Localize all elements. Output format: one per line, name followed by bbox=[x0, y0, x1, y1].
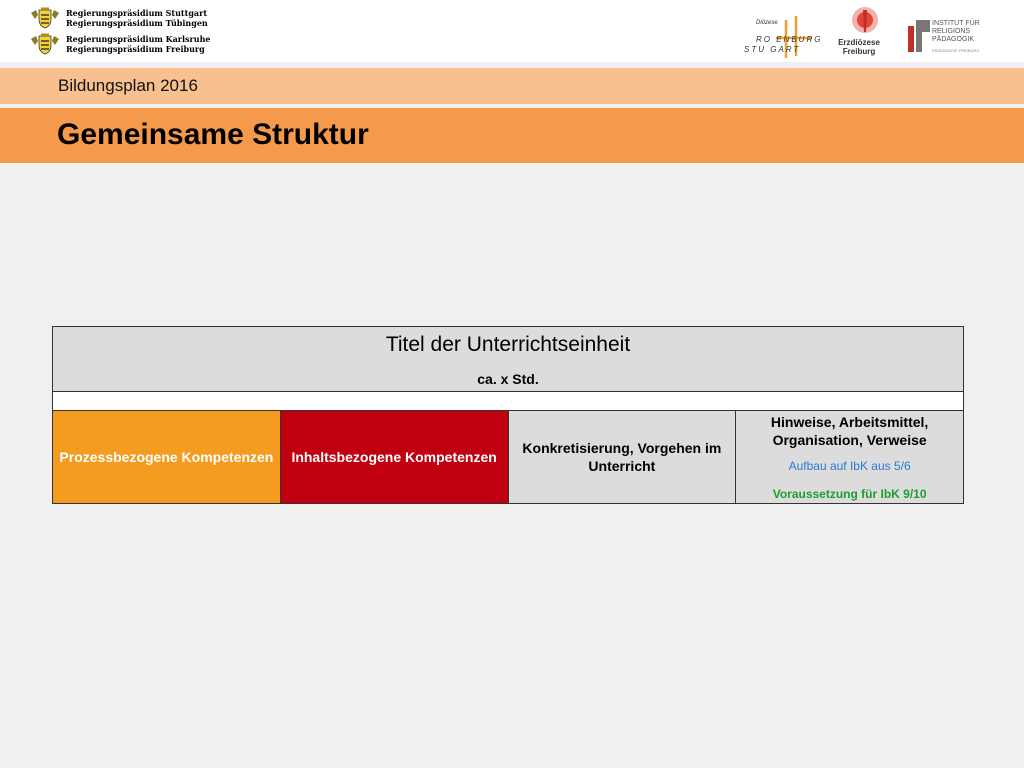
drs-logo-line1: RO ENBURG bbox=[756, 35, 823, 44]
rp-row-stuttgart-tuebingen bbox=[28, 6, 210, 30]
table-spacer-cell bbox=[53, 392, 964, 411]
freiburg-logo-text: Erzdiözese Freiburg bbox=[838, 38, 880, 56]
drs-logo-small-text: Diözese bbox=[756, 20, 778, 26]
unit-structure-table bbox=[52, 326, 964, 504]
column-label: Prozessbezogene Kompetenzen bbox=[59, 449, 274, 465]
column-label: Inhaltsbezogene Kompetenzen bbox=[291, 449, 497, 465]
rp-line: Regierungspräsidium Freiburg bbox=[66, 44, 205, 54]
unit-duration: ca. x Std. bbox=[477, 371, 539, 387]
note-voraussetzung: Voraussetzung für IbK 9/10 bbox=[772, 487, 927, 501]
table-header-row bbox=[53, 411, 964, 504]
rp-line: Regierungspräsidium Karlsruhe bbox=[66, 34, 211, 44]
page-title: Gemeinsame Struktur bbox=[57, 118, 369, 151]
rp-line: Regierungspräsidium Stuttgart bbox=[66, 8, 208, 18]
section-label: Bildungsplan 2016 bbox=[58, 76, 198, 95]
irp-emblem-icon bbox=[908, 18, 930, 52]
column-konkretisierung bbox=[508, 411, 736, 504]
column-label: Hinweise, Arbeitsmittel, Organisation, Verweise bbox=[770, 414, 929, 448]
freiburg-emblem-icon bbox=[833, 6, 885, 38]
column-prozessbezogene-kompetenzen bbox=[53, 411, 281, 504]
dioezese-rottenburg-stuttgart-logo bbox=[744, 16, 830, 58]
table-title-cell bbox=[53, 327, 964, 392]
column-hinweise bbox=[736, 411, 964, 504]
column-label: Konkretisierung, Vorgehen im Unterricht bbox=[522, 440, 722, 474]
column-inhaltsbezogene-kompetenzen bbox=[280, 411, 508, 504]
drs-logo-line2: STU GART bbox=[744, 45, 801, 54]
coat-of-arms-icon bbox=[28, 7, 62, 29]
coat-of-arms-icon bbox=[28, 33, 62, 55]
unit-title: Titel der Unterrichtseinheit bbox=[385, 333, 631, 356]
table-spacer-row bbox=[53, 392, 964, 411]
irp-logo-subtext: ERZDIÖZESE FREIBURG bbox=[932, 48, 980, 53]
header-logo-bar bbox=[0, 0, 1024, 62]
title-band bbox=[0, 108, 1024, 163]
erzdioezese-freiburg-logo bbox=[833, 6, 885, 58]
rp-line: Regierungspräsidium Tübingen bbox=[66, 18, 208, 28]
irp-logo bbox=[908, 18, 994, 58]
section-band bbox=[0, 68, 1024, 104]
note-aufbau: Aufbau auf IbK aus 5/6 bbox=[788, 459, 911, 473]
regierungspraesidien-logos bbox=[28, 6, 210, 58]
irp-logo-text: INSTITUT FÜR RELIGIONS PÄDAGOGIK bbox=[932, 20, 980, 43]
rp-row-karlsruhe-freiburg bbox=[28, 32, 210, 56]
table-title-row bbox=[53, 327, 964, 392]
